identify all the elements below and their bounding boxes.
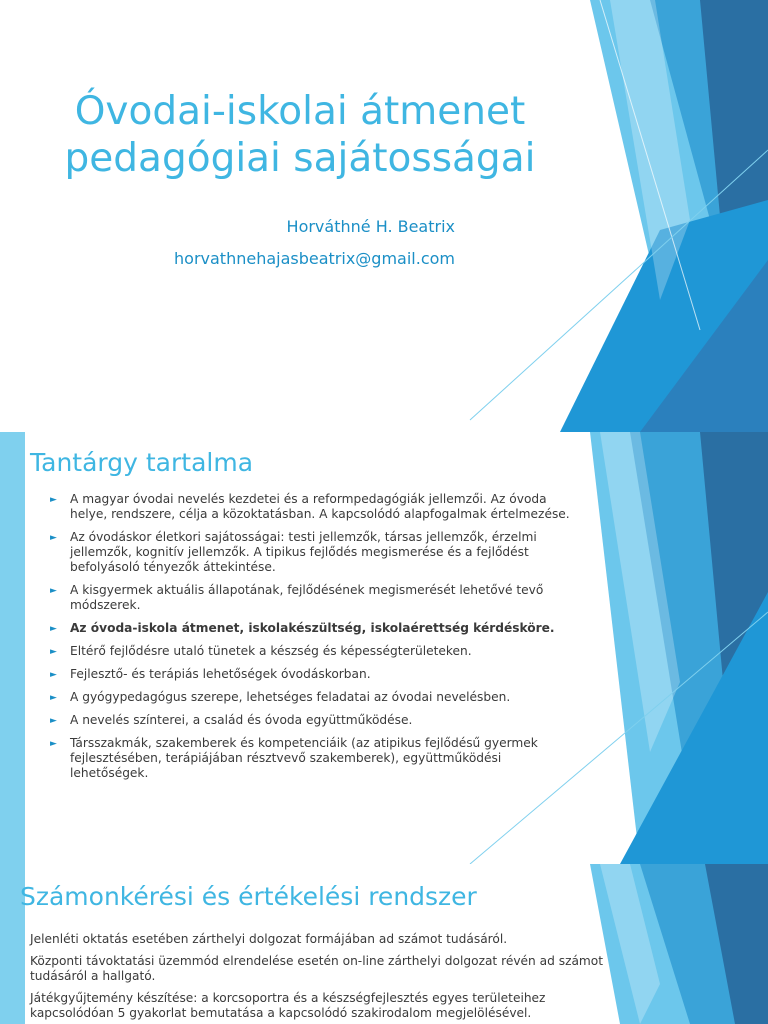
bullet-arrow-icon: ► (50, 716, 57, 726)
bullet-arrow-icon: ► (50, 739, 57, 749)
topic-text: Eltérő fejlődésre utaló tünetek a készség és képességterületeken. (70, 644, 472, 658)
topic-text: A nevelés színterei, a család és óvoda együttműködése. (70, 713, 413, 727)
title-slide (0, 0, 768, 432)
topic-list-item (50, 736, 570, 781)
topic-list-item (50, 644, 570, 659)
topic-text: A magyar óvodai nevelés kezdetei és a reformpedagógiák jellemzői. Az óvoda helye, rendszere, célja a közoktatásban. A kapcsolódó alapfogalmak értelmezése. (70, 492, 570, 521)
assessment-title: Számonkérési és értékelési rendszer (20, 882, 477, 911)
topic-text: Az óvodáskor életkori sajátosságai: testi jellemzők, társas jellemzők, érzelmi jellemzők, kognitív jellemzők. A tipikus fejlődés megismerése és a fejlődést befolyásoló tényezők áttekintése. (70, 530, 537, 574)
assessment-paragraph: Játékgyűjtemény készítése: a korcsoportra és a készségfejlesztés egyes területeihez kapcsolódóan 5 gyakorlat bemutatása a kapcsolódó szakirodalom megjelölésével. (30, 991, 546, 1020)
bullet-arrow-icon: ► (50, 670, 57, 680)
topic-text: Társszakmák, szakemberek és kompetenciáik (az atipikus fejlődésű gyermek fejlesztésében, terápiájában résztvevő szakemberek), együttműködési lehetőségek. (70, 736, 538, 780)
title-line-1: Óvodai-iskolai átmenet (74, 89, 526, 134)
author-name: Horváthné H. Beatrix (286, 217, 455, 236)
assessment-paragraph: Központi távoktatási üzemmód elrendelése esetén on-line zárthelyi dolgozat révén ad számot tudásáról a hallgató. (30, 954, 604, 983)
topic-list-item (50, 690, 570, 705)
bullet-arrow-icon: ► (50, 533, 57, 543)
assessment-text (30, 932, 610, 1024)
topic-text: Az óvoda-iskola átmenet, iskolakészültség, iskolaérettség kérdésköre. (70, 621, 555, 635)
content-slide (0, 432, 768, 864)
topic-text: A gyógypedagógus szerepe, lehetséges feladatai az óvodai nevelésben. (70, 690, 511, 704)
topic-list-item (50, 621, 570, 636)
topic-list (50, 492, 570, 789)
bullet-arrow-icon: ► (50, 586, 57, 596)
assessment-slide (0, 864, 768, 1024)
section-title: Tantárgy tartalma (30, 448, 254, 477)
slide1-decoration (0, 0, 768, 432)
presentation-title (40, 88, 560, 182)
title-line-2: pedagógiai sajátosságai (64, 136, 536, 181)
topic-list-item (50, 667, 570, 682)
bullet-arrow-icon: ► (50, 624, 57, 634)
topic-list-item (50, 713, 570, 728)
bullet-arrow-icon: ► (50, 693, 57, 703)
author-email[interactable]: horvathnehajasbeatrix@gmail.com (174, 249, 455, 268)
topic-list-item (50, 583, 570, 613)
topic-text: Fejlesztő- és terápiás lehetőségek óvodáskorban. (70, 667, 371, 681)
bullet-arrow-icon: ► (50, 495, 57, 505)
topic-list-item (50, 492, 570, 522)
topic-text: A kisgyermek aktuális állapotának, fejlődésének megismerését lehetővé tevő módszerek. (70, 583, 544, 612)
bullet-arrow-icon: ► (50, 647, 57, 657)
assessment-paragraph: Jelenléti oktatás esetében zárthelyi dolgozat formájában ad számot tudásáról. (30, 932, 508, 946)
topic-list-item (50, 530, 570, 575)
